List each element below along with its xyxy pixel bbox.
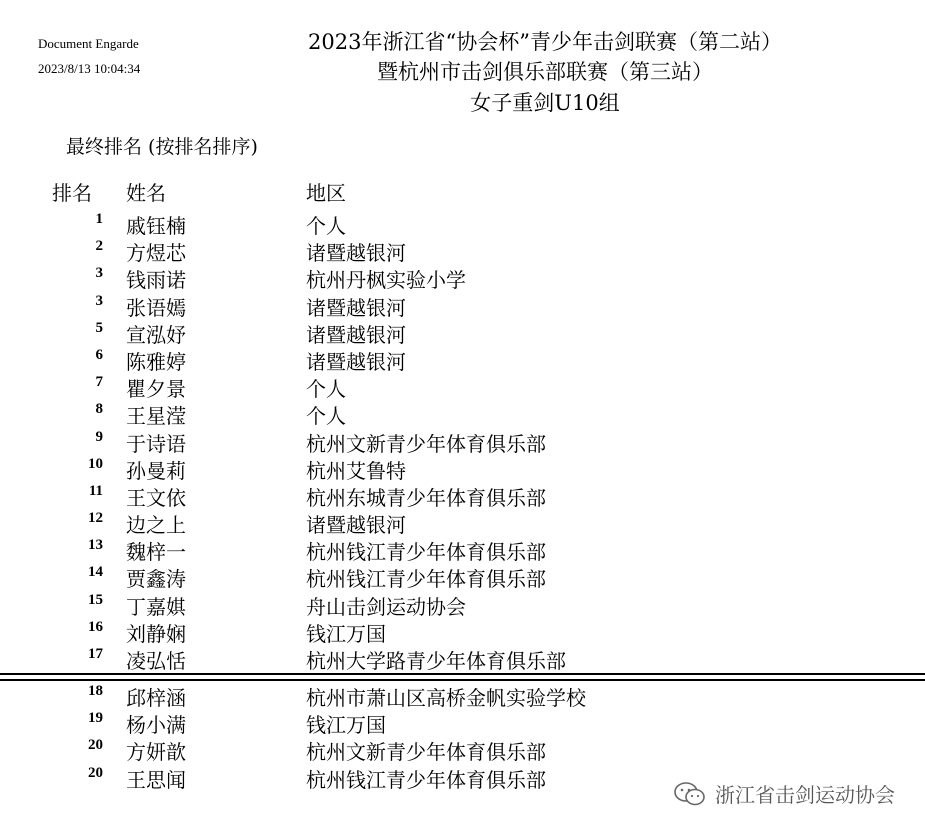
column-header-rank: 排名 [52,181,92,205]
rank-cell: 3 [95,292,103,309]
name-cell: 方煜芯 [126,241,186,266]
title-line-3: 女子重剑U10组 [470,91,620,115]
region-cell: 舟山击剑运动协会 [306,594,466,619]
region-cell: 诸暨越银河 [306,322,406,347]
region-cell: 杭州大学路青少年体育俱乐部 [306,649,566,673]
name-cell: 于诗语 [126,431,186,456]
rank-cell: 2 [95,238,103,255]
name-cell: 张语嫣 [126,295,186,320]
name-cell: 王星滢 [126,404,186,429]
region-cell: 杭州丹枫实验小学 [306,268,466,293]
name-cell: 钱雨诺 [126,268,186,293]
name-cell: 杨小满 [126,713,186,738]
region-cell: 杭州市萧山区高桥金帆实验学校 [306,686,586,710]
name-cell: 戚钰楠 [126,214,186,238]
name-cell: 王思闻 [126,767,186,792]
timestamp: 2023/8/13 10:04:34 [38,61,141,76]
rank-cell: 20 [88,737,103,754]
name-cell: 陈雅婷 [126,349,186,374]
table-row [0,237,925,264]
table-row [0,591,925,618]
table-row [0,264,925,291]
ranking-table-bottom [0,682,925,791]
region-cell: 诸暨越银河 [306,513,406,538]
table-row [0,210,925,237]
title-line-2: 暨杭州市击剑俱乐部联赛（第三站） [377,60,713,84]
rank-cell: 8 [95,401,103,418]
table-row [0,346,925,373]
region-cell: 诸暨越银河 [306,295,406,320]
rank-cell: 12 [88,510,103,527]
table-row [0,682,925,709]
table-row [0,319,925,346]
rank-cell: 19 [88,710,103,727]
app-name: Document Engarde [38,36,139,51]
column-header-name: 姓名 [126,181,166,205]
watermark-text: 浙江省击剑运动协会 [715,783,895,807]
region-cell: 钱江万国 [306,713,386,738]
rank-cell: 6 [95,346,103,363]
region-cell: 杭州钱江青少年体育俱乐部 [306,540,546,565]
name-cell: 贾鑫涛 [126,567,186,592]
region-cell: 个人 [306,377,346,402]
table-row [0,428,925,455]
name-cell: 凌弘恬 [126,649,186,673]
rank-cell: 9 [95,428,103,445]
rank-cell: 20 [88,764,103,781]
table-row [0,709,925,736]
name-cell: 王文依 [126,485,186,510]
region-cell: 个人 [306,404,346,429]
region-cell: 杭州钱江青少年体育俱乐部 [306,567,546,592]
cutoff-line-bottom [0,679,925,681]
table-row [0,400,925,427]
table-row [0,292,925,319]
rank-cell: 7 [95,374,103,391]
cutoff-line-top [0,673,925,675]
region-cell: 杭州东城青少年体育俱乐部 [306,485,546,510]
rank-cell: 15 [88,591,103,608]
subtitle: 最终排名 (按排名排序) [66,136,258,158]
rank-cell: 16 [88,618,103,635]
table-row [0,509,925,536]
rank-cell: 14 [88,564,103,581]
name-cell: 丁嘉娸 [126,594,186,619]
name-cell: 魏梓一 [126,540,186,565]
table-row [0,645,925,672]
rank-cell: 13 [88,537,103,554]
ranking-table-top [0,210,925,672]
watermark [673,779,895,808]
rank-cell: 5 [95,319,103,336]
name-cell: 刘静娴 [126,621,186,646]
table-row [0,373,925,400]
table-row [0,563,925,590]
rank-cell: 17 [88,646,103,662]
name-cell: 宣泓妤 [126,322,186,347]
rank-cell: 1 [95,211,103,227]
region-cell: 诸暨越银河 [306,241,406,266]
region-cell: 个人 [306,214,346,238]
name-cell: 邱梓涵 [126,686,186,710]
rank-cell: 18 [88,683,103,699]
name-cell: 方妍歆 [126,740,186,765]
column-header-region: 地区 [306,181,346,205]
region-cell: 钱江万国 [306,621,386,646]
table-row [0,536,925,563]
region-cell: 杭州文新青少年体育俱乐部 [306,431,546,456]
name-cell: 边之上 [126,513,186,538]
wechat-icon [673,781,707,807]
table-row [0,482,925,509]
rank-cell: 11 [88,482,103,499]
table-row [0,618,925,645]
region-cell: 杭州艾鲁特 [306,458,406,483]
rank-cell: 3 [95,265,103,282]
name-cell: 瞿夕景 [126,377,186,402]
name-cell: 孙曼莉 [126,458,186,483]
rank-cell: 10 [88,455,103,472]
region-cell: 杭州文新青少年体育俱乐部 [306,740,546,765]
table-row [0,455,925,482]
table-row [0,736,925,763]
region-cell: 诸暨越银河 [306,349,406,374]
region-cell: 杭州钱江青少年体育俱乐部 [306,767,546,792]
title-line-1: 2023年浙江省“协会杯”青少年击剑联赛（第二站） [308,30,782,54]
